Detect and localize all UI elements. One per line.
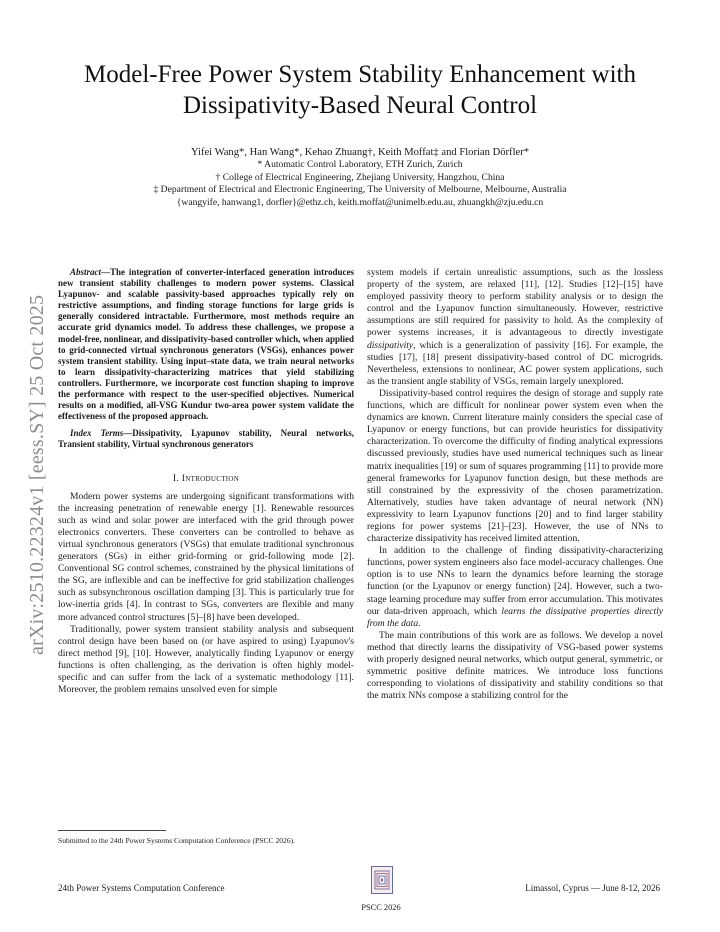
paper-title: Model-Free Power System Stability Enhancement with Dissipativity-Based Neural Control: [84, 61, 636, 119]
pscc-logo-icon: [371, 866, 393, 894]
arxiv-watermark: arXiv:2510.22324v1 [eess.SY] 25 Oct 2025: [26, 294, 48, 655]
author-list: Yifei Wang*, Han Wang*, Kehao Zhuang†, Keith Moffat‡ and Florian Dörfler*: [190, 147, 530, 158]
footnote-divider: [58, 830, 166, 831]
right-column: [367, 267, 663, 702]
paragraph-text: , which is a generalization of passivity [16]. For example, the studies [17], [18] present dissipativity-based control of DC microgrids. Nevertheless, extensions to nonlinear, AC power system applications, such as the transient angle stability of VSGs, remain largely unexplored.: [367, 339, 663, 387]
emphasis-learns-dissipative: learns the dissipative properties directly from the data: [367, 605, 663, 629]
paragraph-text: .: [418, 617, 421, 629]
abstract: Abstract—The integration of converter-interfaced generation introduces new transient stability challenges to modern power systems. Classical Lyapunov- and scalable passivity-based approaches typically rely on restrictive assumptions, and finding storage functions for large grids is generally considered intractable. Furthermore, most methods require an accurate grid dynamics model. To address these challenges, we propose a model-free, nonlinear, and dissipativity-based controller which, when applied to grid-connected virtual synchronous generators (VSGs), enhances power system transient stability. Using input–state data, we train neural networks to learn dissipativity-characterizing matrices that yield stabilizing controllers. Furthermore, we incorporate cost function shaping to improve the performance with respect to the user-specified objectives. Numerical results on a modified, all-VSG Kundur two-area power system validate the effectiveness of the proposed approach.: [58, 267, 354, 422]
intro-paragraph-1: Modern power systems are undergoing significant transformations with the increasing penetration of renewable energy [1]. Renewable resources such as wind and solar power are interfaced with the grid through power electronics converters. These converters can be controlled to behave as virtual synchronous generators (VSGs) that emulate traditional synchronous generators (SGs) in either grid-forming or grid-following mode [2]. Conventional SG control schemes, constrained by the physical limitations of the SG, are inflexible and can be ineffective for grid stabilization challenges such as subsynchronous oscillation damping [3]. This is particularly true for low-inertia grids [4]. In contrast to SGs, converters are flexible and many more advanced control structures [5]–[8] have been developed.: [58, 490, 354, 623]
affiliation-melbourne: ‡ Department of Electrical and Electronic Engineering, The University of Melbourne, Melbourne, Australia: [153, 184, 567, 196]
emphasis-dissipativity: dissipativity: [367, 339, 414, 351]
intro-paragraph-6: The main contributions of this work are as follows. We develop a novel method that directly learns the dissipativity of VSG-based power systems with properly designed neural networks, which output general, symmetric, or symmetric positive definite matrices. We introduce loss functions corresponding to violations of dissipativity and stability conditions so that the matrix NNs compose a stabilizing control for the: [367, 629, 663, 702]
affiliation-eth: * Automatic Control Laboratory, ETH Zurich, Zurich: [257, 159, 463, 170]
paragraph-text: In addition to the challenge of finding dissipativity-characterizing functions, power system engineers also face model-accuracy challenges. One option is to use NNs to learn the dynamics before learning the storage function (or the Lyapunov or energy function) [24]. However, such a two-stage learning procedure may suffer from error accumulation. This motivates our data-driven approach, which: [367, 545, 663, 617]
author-emails: {wangyife, hanwang1, dorfler}@ethz.ch, keith.moffat@unimelb.edu.au, zhuangkh@zju.edu.cn: [176, 196, 544, 208]
abstract-label: Abstract: [70, 267, 102, 277]
index-terms: Index Terms—Dissipativity, Lyapunov stability, Neural networks, Transient stability, Virtual synchronous generators: [58, 428, 354, 450]
affiliation-zju: † College of Electrical Engineering, Zhejiang University, Hangzhou, China: [215, 171, 505, 183]
intro-paragraph-3: [367, 267, 663, 388]
index-terms-text: Dissipativity, Lyapunov stability, Neural networks, Transient stability, Virtual synchronous generators: [58, 428, 354, 450]
intro-paragraph-4: Dissipativity-based control requires the design of storage and supply rate functions, which are difficult for nonlinear power system even when the dynamics are known. Current literature mainly considers the special case of Lyapunov or energy functions, but can provide heuristics for dissipativity characterization. To overcome the difficulty of finding analytical expressions discussed previously, studies have used numerical techniques such as linear matrix inequalities [19] or sum of squares programming [11] to provide more general frameworks for Lyapunov function design, but these methods are still constrained by the expressivity of the chosen parametrization. Alternatively, studies have taken advantage of neural network (NN) expressivity to learn Lyapunov functions [20] and to find larger stability regions for power systems [21]–[23]. However, the use of NNs to characterize dissipativity has received limited attention.: [367, 387, 663, 545]
intro-paragraph-2: Traditionally, power system transient stability analysis and subsequent control design have been based on (or have aspired to using) Lyapunov's direct method [9], [10]. However, analytically finding Lyapunov or energy functions is often challenging, as the derivation is often highly model-specific and can suffer from the lack of a systematic methodology [11]. Moreover, the problem remains unsolved even for simple: [58, 623, 354, 696]
section-heading-introduction: [58, 473, 354, 485]
footer-location-date: Limassol, Cyprus — June 8-12, 2026: [525, 883, 660, 893]
index-terms-label: Index Terms: [70, 428, 124, 439]
affiliations: [40, 159, 680, 209]
section-title: Introduction: [181, 472, 240, 484]
intro-paragraph-5: [367, 545, 663, 630]
footer-pscc-caption: PSCC 2026: [361, 903, 401, 912]
abstract-text: The integration of converter-interfaced generation introduces new transient stability challenges to modern power systems. Classical Lyapunov- and scalable passivity-based approaches typically rely on restrictive assumptions, and finding storage functions for large grids is generally considered intractable. Furthermore, most methods require an accurate grid dynamics model. To address these challenges, we propose a model-free, nonlinear, and dissipativity-based controller which, when applied to grid-connected virtual synchronous generators (VSGs), enhances power system transient stability. Using input–state data, we train neural networks to learn dissipativity-characterizing matrices that yield stabilizing controllers. Furthermore, we incorporate cost function shaping to improve the performance with respect to the user-specified objectives. Numerical results on a modified, all-VSG Kundur two-area power system validate the effectiveness of the proposed approach.: [58, 267, 354, 422]
paragraph-text: system models if certain unrealistic assumptions, such as the lossless property of the system, are relaxed [11], [12]. Studies [12]–[15] have employed passivity theory to perform stability analysis or to design the control and the Lyapunov function simultaneously. However, restrictive assumptions are still required for passivity to hold. As the complexity of power systems increases, it is advantageous to directly investigate: [367, 267, 663, 339]
left-column: [58, 267, 354, 696]
footer-conference: 24th Power Systems Computation Conference: [58, 883, 225, 893]
submission-footnote: Submitted to the 24th Power Systems Computation Conference (PSCC 2026).: [58, 836, 296, 845]
section-number: I.: [172, 472, 180, 484]
